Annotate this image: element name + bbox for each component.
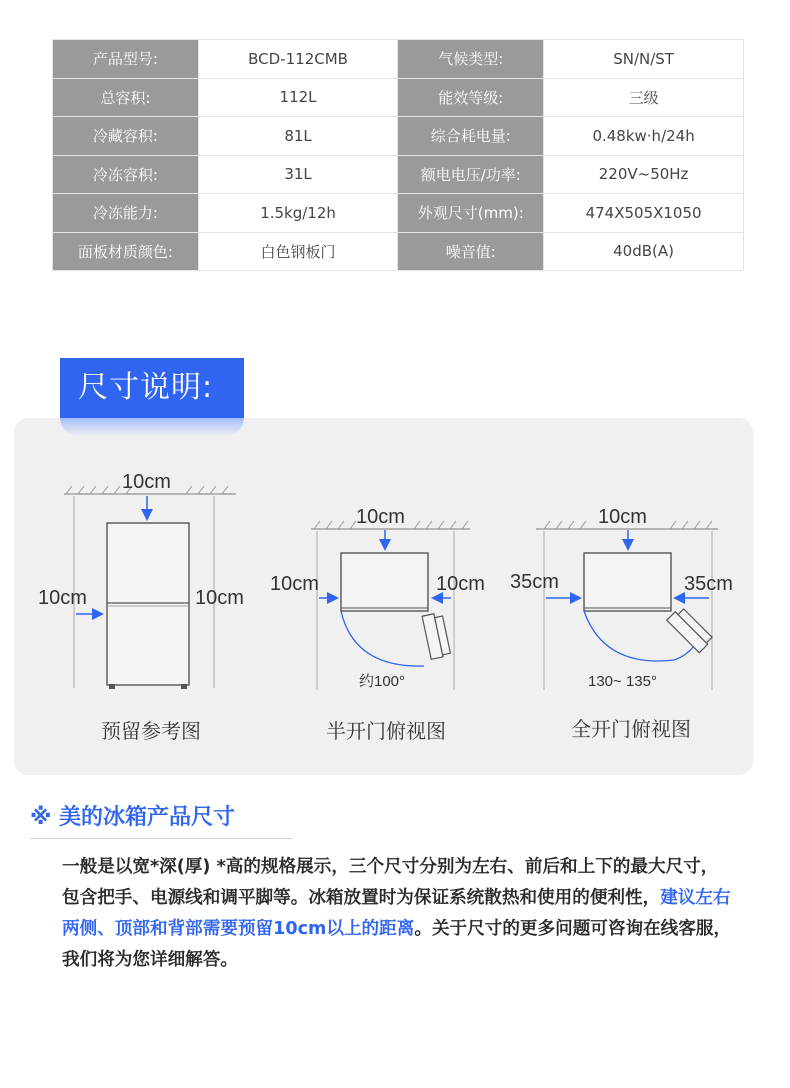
full-angle-label: 130~ 135° (588, 673, 657, 690)
full-top-label: 10cm (598, 506, 647, 528)
reserve-top-label: 10cm (122, 471, 171, 493)
spec-value: 31L (198, 155, 398, 194)
description-highlight: 建议左右两侧、顶部和背部需要预留10cm以上的距离 (62, 888, 731, 939)
spec-table (52, 39, 744, 271)
description-text-2: 。关于尺寸的更多问题可咨询在线客服，我们将为您详细解答。 (62, 919, 732, 970)
spec-label: 冷冻容积: (53, 155, 199, 194)
spec-row (53, 155, 744, 194)
spec-label: 噪音值: (398, 232, 544, 271)
half-right-label: 10cm (436, 573, 485, 595)
spec-value: 220V~50Hz (544, 155, 744, 194)
spec-value: 1.5kg/12h (198, 194, 398, 233)
half-open-diagram (311, 521, 470, 690)
spec-value: 40dB(A) (544, 232, 744, 271)
spec-label: 气候类型: (398, 40, 544, 79)
spec-label: 外观尺寸(mm): (398, 194, 544, 233)
reserve-right-label: 10cm (195, 587, 244, 609)
spec-value: SN/N/ST (544, 40, 744, 79)
section-title: 尺寸说明: (60, 358, 244, 418)
spec-label: 产品型号: (53, 40, 199, 79)
spec-value: 112L (198, 78, 398, 117)
full-open-diagram (536, 521, 718, 690)
spec-value: 白色钢板门 (198, 232, 398, 271)
size-description (62, 852, 732, 976)
spec-label: 综合耗电量: (398, 117, 544, 156)
product-size-title: ※ 美的冰箱产品尺寸 (30, 805, 236, 830)
spec-row (53, 232, 744, 271)
spec-value: 0.48kw·h/24h (544, 117, 744, 156)
spec-row (53, 78, 744, 117)
spec-value: 474X505X1050 (544, 194, 744, 233)
spec-label: 额电电压/功率: (398, 155, 544, 194)
spec-label: 冷冻能力: (53, 194, 199, 233)
reserve-caption: 预留参考图 (101, 719, 201, 743)
reserve-left-label: 10cm (38, 587, 87, 609)
full-right-label: 35cm (684, 573, 733, 595)
spec-label: 总容积: (53, 78, 199, 117)
half-top-label: 10cm (356, 506, 405, 528)
spec-label: 能效等级: (398, 78, 544, 117)
spec-label: 冷藏容积: (53, 117, 199, 156)
full-left-label: 35cm (510, 571, 559, 593)
description-text-1: 一般是以宽*深(厚) *高的规格展示，三个尺寸分别为左右、前后和上下的最大尺寸，包含把手、电源线和调平脚等。冰箱放置时为保证系统散热和使用的便利性， (62, 857, 719, 908)
half-open-caption: 半开门俯视图 (326, 719, 446, 743)
half-left-label: 10cm (270, 573, 319, 595)
half-angle-label: 约100° (359, 673, 406, 690)
spec-row (53, 40, 744, 79)
spec-value: 三级 (544, 78, 744, 117)
title-underline (30, 838, 292, 839)
spec-value: 81L (198, 117, 398, 156)
full-open-caption: 全开门俯视图 (571, 717, 691, 741)
spec-label: 面板材质颜色: (53, 232, 199, 271)
spec-row (53, 194, 744, 233)
spec-row (53, 117, 744, 156)
spec-value: BCD-112CMB (198, 40, 398, 79)
